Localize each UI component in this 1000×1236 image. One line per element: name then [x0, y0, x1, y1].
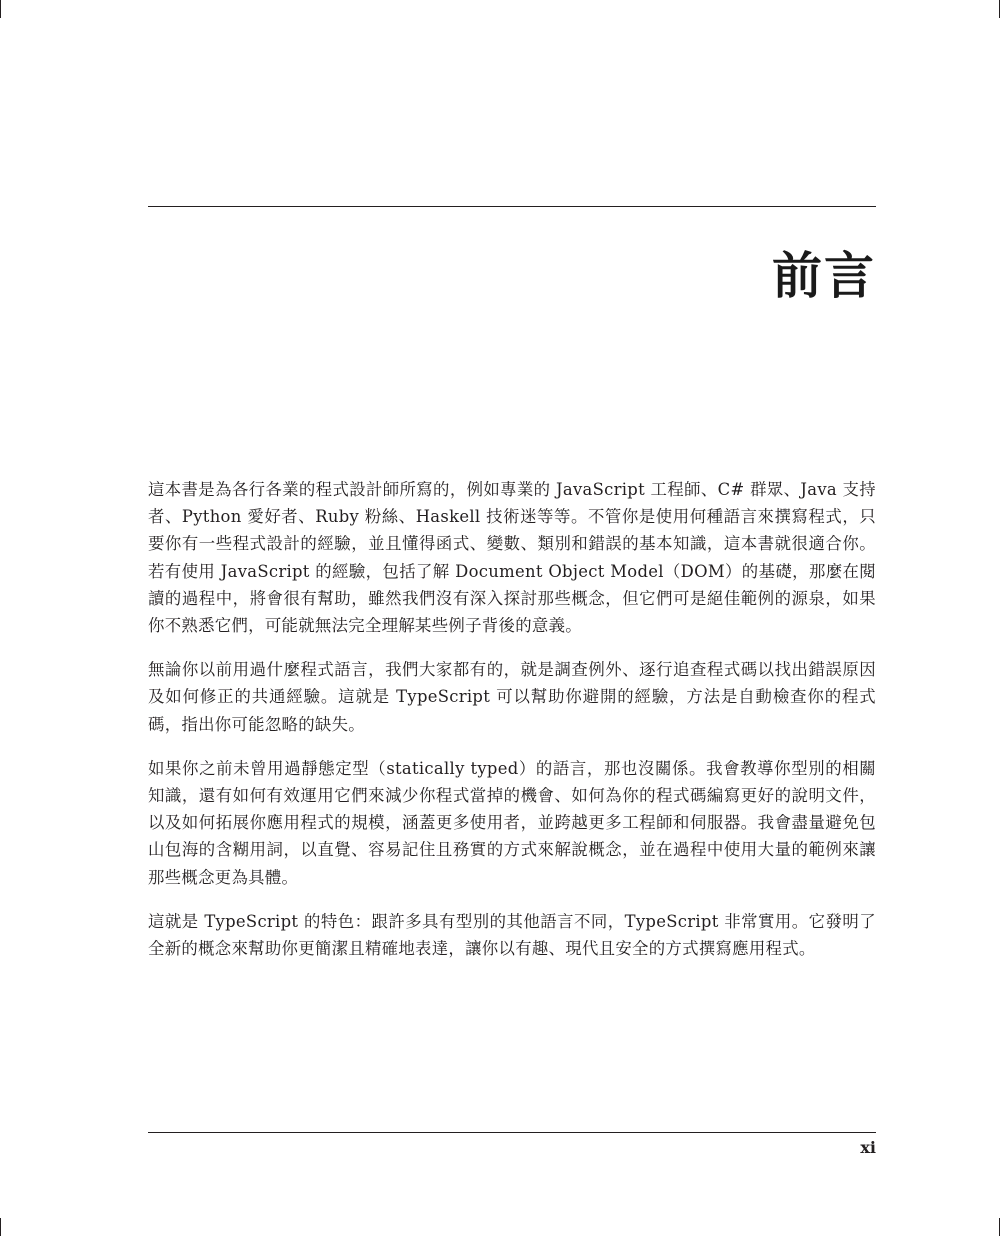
footer-rule	[148, 1132, 876, 1133]
page-number: xi	[860, 1138, 876, 1157]
paragraph: 這本書是為各行各業的程式設計師所寫的，例如專業的 JavaScript 工程師、C# 群眾、Java 支持者、Python 愛好者、Ruby 粉絲、Haskell 技術迷等等。不管你是使用何種語言來撰寫程式，只要你有一些程式設計的經驗，並且懂得函式、變數、類別和錯誤的基本知識，這本書就很適合你。若有使用 JavaScript 的經驗，包括了解 Document Object Model（DOM）的基礎，那麼在閱讀的過程中，將會很有幫助，雖然我們沒有深入探討那些概念，但它們可是絕佳範例的源泉，如果你不熟悉它們，可能就無法完全理解某些例子背後的意義。	[148, 480, 876, 636]
paragraph: 無論你以前用過什麼程式語言，我們大家都有的，就是調查例外、逐行追查程式碼以找出錯誤原因及如何修正的共通經驗。這就是 TypeScript 可以幫助你避開的經驗，方法是自動檢查你的程式碼，指出你可能忽略的缺失。	[148, 660, 876, 734]
chapter-title: 前言	[772, 247, 876, 305]
crop-mark-top-left	[0, 0, 1, 18]
paragraph: 如果你之前未曾用過靜態定型（statically typed）的語言，那也沒關係。我會教導你型別的相關知識，還有如何有效運用它們來減少你程式當掉的機會、如何為你的程式碼編寫更好的說明文件，以及如何拓展你應用程式的規模，涵蓋更多使用者，並跨越更多工程師和伺服器。我會盡量避免包山包海的含糊用詞，以直覺、容易記住且務實的方式來解說概念，並在過程中使用大量的範例來讓那些概念更為具體。	[148, 758, 876, 887]
paragraph: 這就是 TypeScript 的特色：跟許多具有型別的其他語言不同，TypeScript 非常實用。它發明了全新的概念來幫助你更簡潔且精確地表達，讓你以有趣、現代且安全的方式撰寫應用程式。	[148, 911, 876, 959]
header-rule	[148, 206, 876, 207]
crop-mark-bottom-left	[0, 1218, 1, 1236]
body-text	[148, 476, 876, 979]
